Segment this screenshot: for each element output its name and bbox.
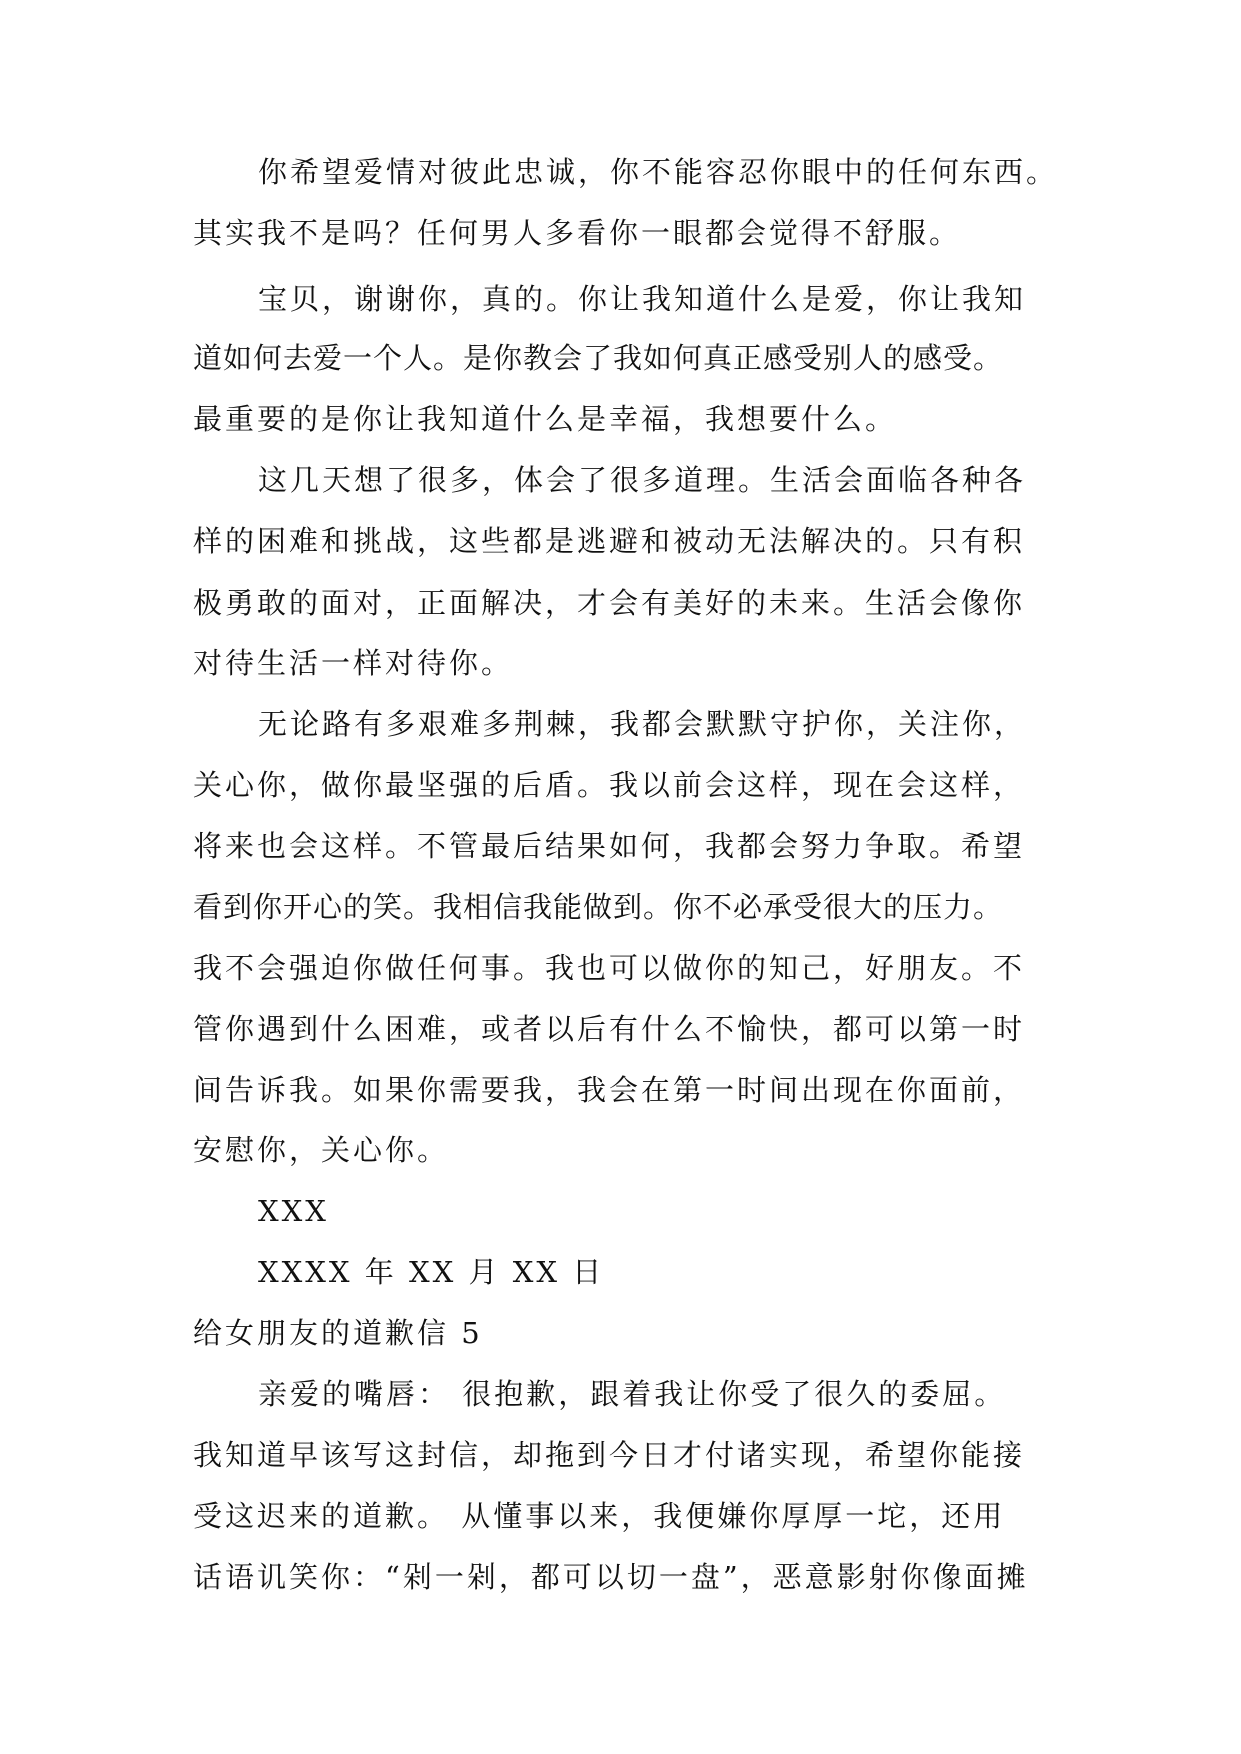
text-line: 管你遇到什么困难，或者以后有什么不愉快，都可以第一时	[193, 1012, 1026, 1046]
text-line: 将来也会这样。不管最后结果如何，我都会努力争取。希望	[193, 829, 1026, 863]
text-line: 这几天想了很多，体会了很多道理。生活会面临各种各	[258, 463, 1027, 497]
text-line: 宝贝，谢谢你，真的。你让我知道什么是爱，你让我知	[258, 282, 1027, 316]
text-line: 安慰你，关心你。	[193, 1133, 450, 1167]
text-line: 看到你开心的笑。我相信我能做到。你不必承受很大的压力。	[193, 890, 1004, 924]
signature-name: XXX	[258, 1194, 329, 1228]
signature-date: XXXX 年 XX 月 XX 日	[258, 1255, 605, 1289]
text-line: 对待生活一样对待你。	[193, 646, 514, 680]
text-line: 我不会强迫你做任何事。我也可以做你的知己，好朋友。不	[193, 951, 1026, 985]
text-line: 极勇敢的面对，正面解决，才会有美好的未来。生活会像你	[193, 586, 1026, 620]
text-line: 关心你，做你最坚强的后盾。我以前会这样，现在会这样，	[193, 768, 1026, 802]
text-line: 样的困难和挑战，这些都是逃避和被动无法解决的。只有积	[193, 524, 1026, 558]
text-line: 最重要的是你让我知道什么是幸福，我想要什么。	[193, 402, 898, 436]
text-line: 我知道早该写这封信，却拖到今日才付诸实现，希望你能接	[193, 1438, 1026, 1472]
text-line: 亲爱的嘴唇： 很抱歉，跟着我让你受了很久的委屈。	[258, 1377, 1007, 1411]
text-line: 受这迟来的道歉。 从懂事以来，我便嫌你厚厚一坨，还用	[193, 1499, 1006, 1533]
text-line: 你希望爱情对彼此忠诚，你不能容忍你眼中的任何东西。	[258, 155, 1059, 189]
text-line: 话语讥笑你：“剁一剁，都可以切一盘”，恶意影射你像面摊	[193, 1560, 1029, 1594]
text-line: 间告诉我。如果你需要我，我会在第一时间出现在你面前，	[193, 1073, 1026, 1107]
section-heading: 给女朋友的道歉信 5	[193, 1316, 483, 1350]
text-line: 其实我不是吗？任何男人多看你一眼都会觉得不舒服。	[193, 216, 962, 250]
text-line: 道如何去爱一个人。是你教会了我如何真正感受别人的感受。	[193, 341, 1004, 375]
text-line: 无论路有多艰难多荆棘，我都会默默守护你，关注你，	[258, 707, 1027, 741]
